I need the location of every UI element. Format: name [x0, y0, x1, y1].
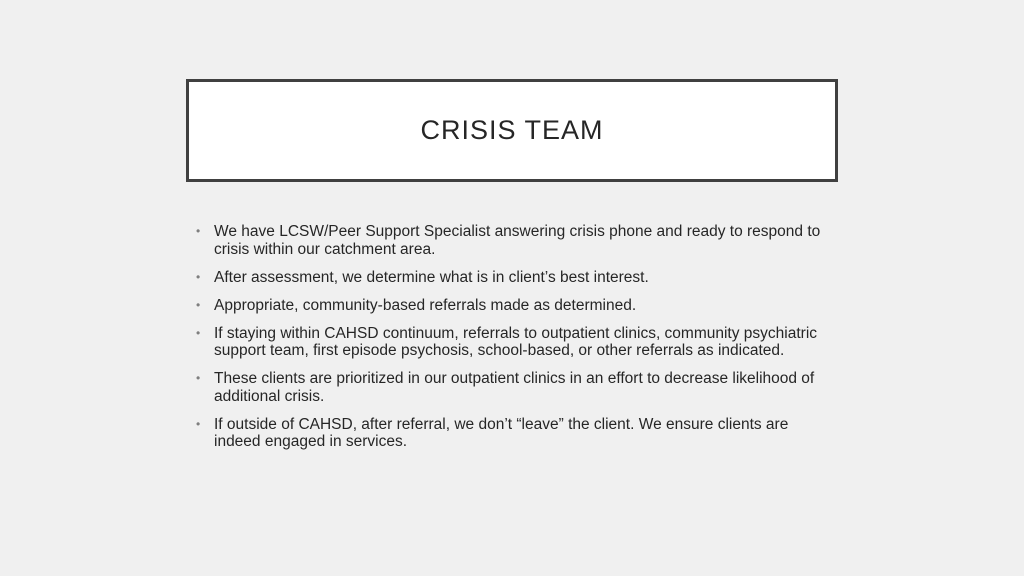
- bullet-icon: •: [196, 416, 201, 431]
- bullet-item: [196, 297, 836, 315]
- slide-title: CRISIS TEAM: [420, 115, 604, 145]
- bullet-text: We have LCSW/Peer Support Specialist answering crisis phone and ready to respond to crisis within our catchment area.: [214, 223, 821, 258]
- title-box: [186, 79, 838, 182]
- bullet-item: [196, 223, 836, 258]
- bullet-icon: •: [196, 371, 201, 385]
- bullet-text: If outside of CAHSD, after referral, we don’t “leave” the client. We ensure clients are indeed engaged in services.: [214, 415, 789, 450]
- bullet-icon: •: [196, 224, 201, 238]
- bullet-icon: •: [196, 325, 201, 340]
- bullet-text: These clients are prioritized in our outpatient clinics in an effort to decrease likelihood of additional crisis.: [214, 370, 815, 405]
- bullet-item: [196, 416, 836, 451]
- bullet-icon: •: [196, 269, 201, 284]
- bullet-item: [196, 269, 836, 287]
- bullet-list: [196, 223, 836, 461]
- bullet-item: [196, 370, 836, 405]
- bullet-text: After assessment, we determine what is in client’s best interest.: [214, 268, 649, 286]
- bullet-text: If staying within CAHSD continuum, referrals to outpatient clinics, community psychiatric support team, first episode psychosis, school-based, or other referrals as indicated.: [214, 324, 818, 359]
- bullet-item: [196, 325, 836, 360]
- bullet-icon: •: [196, 297, 201, 312]
- bullet-text: Appropriate, community-based referrals made as determined.: [214, 296, 637, 314]
